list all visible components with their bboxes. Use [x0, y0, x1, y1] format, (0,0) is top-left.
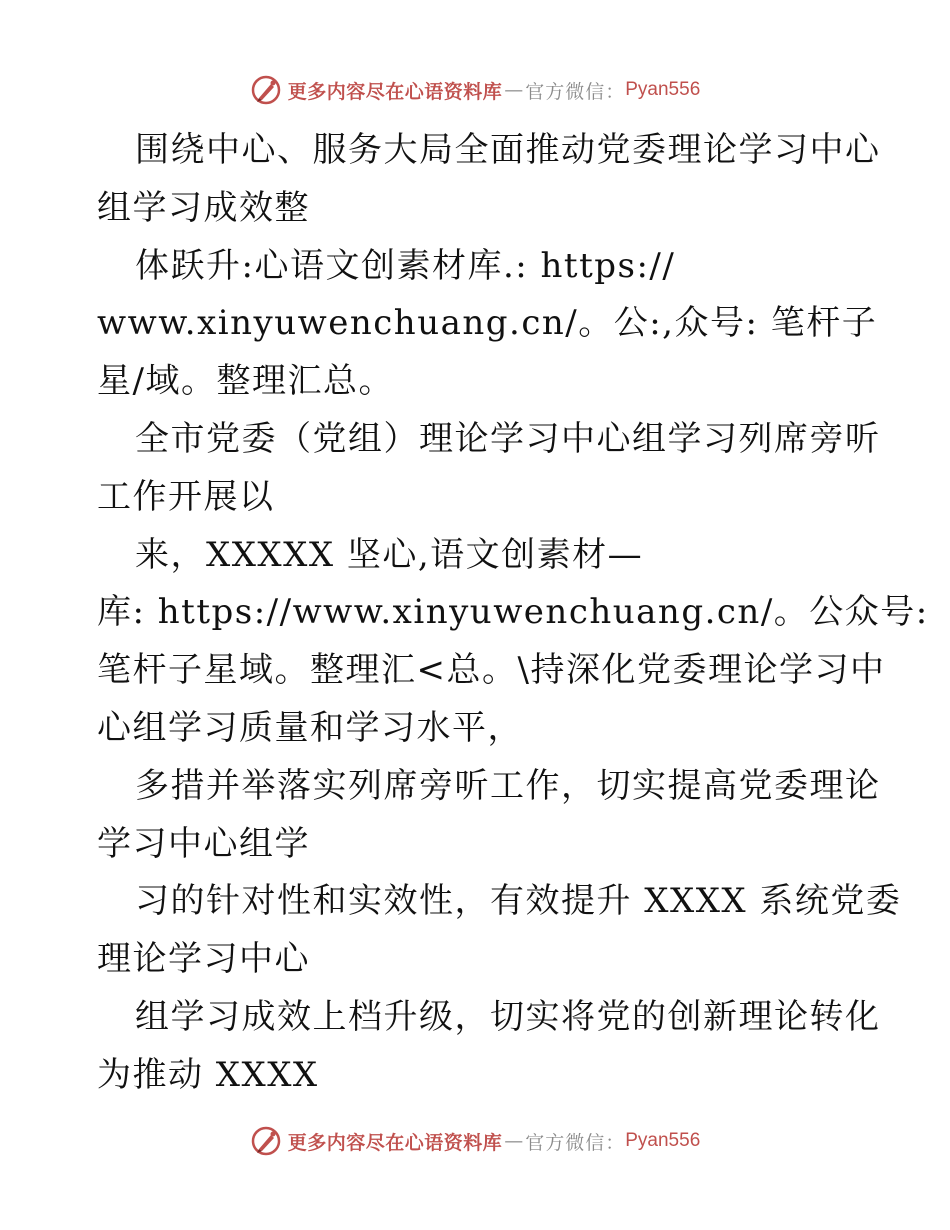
pen-logo-icon — [250, 74, 282, 106]
body-line: 多措并举落实列席旁听工作，切实提高党委理论 — [135, 765, 881, 806]
body-line: 工作开展以 — [97, 476, 275, 517]
body-line: 理论学习中心 — [97, 939, 310, 980]
body-line: 习的针对性和实效性，有效提升 XXXX 系统党委 — [135, 881, 902, 922]
body-line: 笔杆子星域。整理汇<总。\持深化党委理论学习中 — [97, 650, 886, 691]
pen-logo-icon — [250, 1125, 282, 1157]
body-line: 围绕中心、服务大局全面推动党委理论学习中心 — [135, 130, 881, 170]
body-line: 体跃升:心语文创素材库.: https:// — [135, 245, 676, 286]
header-main-text: 更多内容尽在心语资料库 — [287, 80, 503, 103]
body-line: 星/域。整理汇总。 — [97, 361, 394, 402]
body-line: 组学习成效上档升级，切实将党的创新理论转化 — [135, 996, 881, 1037]
footer-wechat-id: Pyan556 — [625, 1130, 701, 1151]
header-banner — [0, 70, 950, 110]
body-line: www.xinyuwenchuang.cn/。公:,众号: 笔杆子 — [97, 303, 878, 344]
footer-sub-text: 官方微信： — [525, 1131, 626, 1154]
body-line: 为推动 XXXX — [97, 1054, 319, 1095]
footer-banner — [0, 1121, 950, 1161]
body-line: 学习中心组学 — [97, 823, 310, 864]
body-line: 心组学习质量和学习水平， — [97, 707, 523, 748]
footer-main-text: 更多内容尽在心语资料库 — [287, 1131, 503, 1154]
header-dash: — — [504, 79, 524, 101]
body-line: 来，XXXXX 坚心,语文创素材— — [135, 534, 644, 575]
body-line: 库: https://www.xinyuwenchuang.cn/。公众号: — [97, 592, 929, 633]
body-line: 全市党委（党组）理论学习中心组学习列席旁听 — [135, 418, 881, 459]
header-wechat-id: Pyan556 — [625, 79, 701, 100]
body-line: 组学习成效整 — [97, 187, 310, 228]
header-sub-text: 官方微信： — [525, 80, 626, 103]
document-body — [97, 122, 929, 1105]
footer-dash: — — [504, 1130, 524, 1152]
